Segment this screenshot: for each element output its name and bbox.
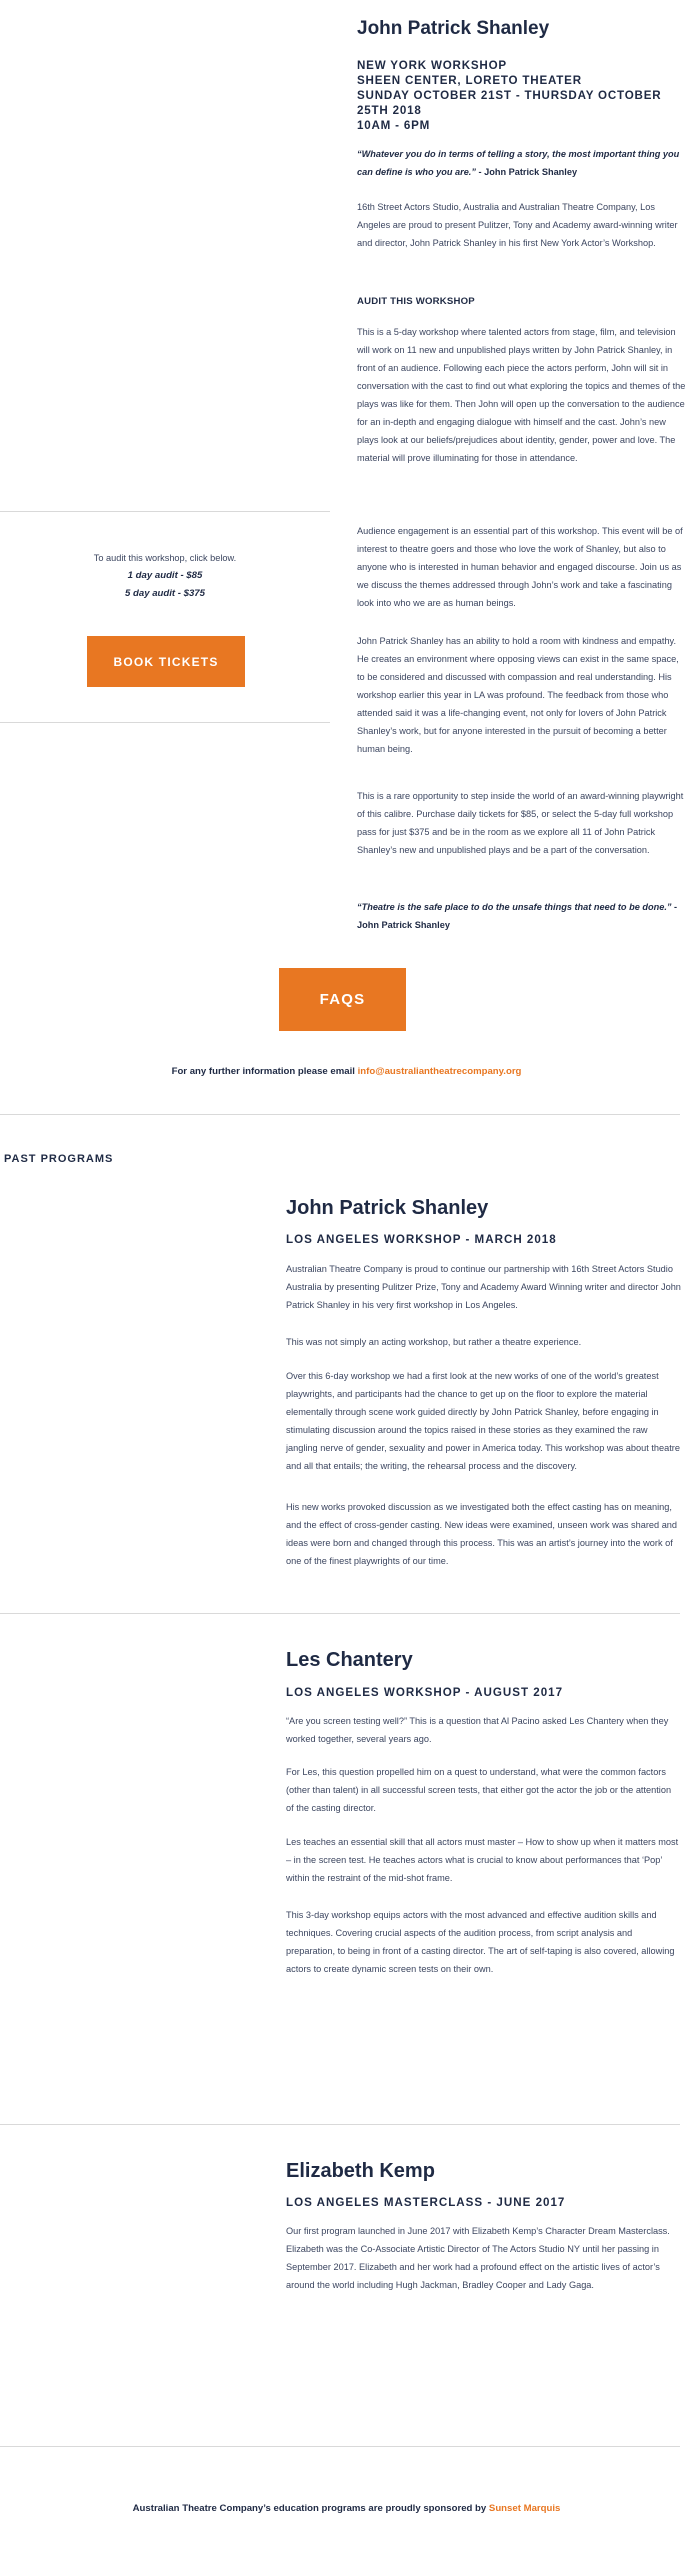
workshop-title: John Patrick Shanley xyxy=(357,18,550,39)
program-divider xyxy=(0,2446,680,2447)
contact-text: For any further information please email xyxy=(171,1066,358,1077)
quote-attribution: - John Patrick Shanley xyxy=(357,902,678,930)
quote-text: “Whatever you do in terms of telling a story, the most important thing you can define is who you are.” xyxy=(357,149,680,177)
contact-email-link[interactable]: info@australiantheatrecompany.org xyxy=(357,1066,522,1077)
workshop-details xyxy=(357,58,687,133)
program-paragraph: This 3-day workshop equips actors with the most advanced and effective audition skills and techniques. Covering crucial aspects of the audition process, from script analysis and preparation, to being in front of a casting director. The art of self-taping is also covered, allowing actors to create dynamic screen tests on their own. xyxy=(286,1910,675,1974)
ability-paragraph: John Patrick Shanley has an ability to hold a room with kindness and empathy. He creates an environment where opposing views can exist in the same space, to be considered and discussed with compassion and real understanding. His workshop earlier this year in LA was profound. The feedback from those who attended said it was a life-changing event, not only for lovers of John Patrick Shanley’s work, but for anyone interested in the pursuit of becoming a better human being. xyxy=(357,636,679,754)
book-tickets-button[interactable]: BOOK TICKETS xyxy=(87,636,245,687)
program-paragraph: Our first program launched in June 2017 with Elizabeth Kemp’s Character Dream Masterclass. Elizabeth was the Co-Associate Artistic Director of The Actors Studio NY until her passing in September 2017. Elizabeth and her work had a profound effect on the artistic lives of actor’s around the world including Hugh Jackman, Bradley Cooper and Lady Gaga. xyxy=(286,2226,670,2290)
workshop-quote-2 xyxy=(357,898,687,934)
past-programs-heading: PAST PROGRAMS xyxy=(4,1153,114,1165)
program-paragraph: Australian Theatre Company is proud to continue our partnership with 16th Street Actors Studio Australia by presenting Pulitzer Prize, Tony and Academy Award Winning writer and director John Patrick Shanley in his very first workshop in Los Angeles. xyxy=(286,1264,681,1310)
program-paragraph: “Are you screen testing well?” This is a question that Al Pacino asked Les Chantery when they worked together, several years ago. xyxy=(286,1716,669,1744)
audit-description: This is a 5-day workshop where talented actors from stage, film, and television will work on 11 new and unpublished plays written by John Patrick Shanley, in front of an audience. Following each piece the actors perform, John will sit in conversation with the cast to find out what exploring the topics and themes of the plays was like for them. Then John will open up the conversation to the audience for an in-depth and engaging dialogue with himself and the cast. John’s new plays look at our beliefs/prejudices about identity, gender, power and love. The material will prove illuminating for those in attendance. xyxy=(357,327,686,463)
program-paragraph: Les teaches an essential skill that all actors must master – How to show up when it matters most – in the screen test. He teaches actors what is crucial to know about performances that ‘Pop’ within the restraint of the mid-shot frame. xyxy=(286,1837,679,1883)
sponsor-link[interactable]: Sunset Marquis xyxy=(488,2503,561,2514)
audit-heading: AUDIT THIS WORKSHOP xyxy=(357,296,475,307)
program-title: Elizabeth Kemp xyxy=(286,2160,435,2182)
program-subtitle: LOS ANGELES MASTERCLASS - JUNE 2017 xyxy=(286,2196,566,2209)
audit-box-intro: To audit this workshop, click below. xyxy=(93,553,237,563)
audit-box xyxy=(0,549,330,603)
quote-attribution: - John Patrick Shanley xyxy=(475,167,578,177)
workshop-quote-1 xyxy=(357,145,687,181)
sponsor-line xyxy=(0,2503,693,2514)
workshop-time: 10AM - 6PM xyxy=(357,119,431,132)
workshop-dates: SUNDAY OCTOBER 21ST - THURSDAY OCTOBER xyxy=(357,89,662,102)
program-title: Les Chantery xyxy=(286,1649,413,1671)
program-paragraph: His new works provoked discussion as we investigated both the effect casting has on meaning, and the effect of cross-gender casting. New ideas were examined, unseen work was shared and ideas were born and changed through this process. This was an artist’s journey into the work of one of the finest playwrights of our time. xyxy=(286,1502,678,1566)
sponsor-text: Australian Theatre Company’s education programs are proudly sponsored by xyxy=(132,2503,489,2514)
engagement-paragraph: Audience engagement is an essential part of this workshop. This event will be of interest to theatre goers and those who love the work of Shanley, but also to anyone who is interested in human behavior and engaged discourse. Join us as we discuss the themes addressed through John’s work and take a fascinating look into who we are as human beings. xyxy=(357,526,683,608)
price-5-day: 5 day audit - $375 xyxy=(125,588,205,599)
audit-box-bottom-divider xyxy=(0,722,330,723)
section-divider xyxy=(0,1114,680,1115)
faqs-button[interactable]: FAQS xyxy=(279,968,406,1031)
audit-box-top-divider xyxy=(0,511,330,512)
program-paragraph: This was not simply an acting workshop, but rather a theatre experience. xyxy=(286,1337,582,1347)
program-subtitle: LOS ANGELES WORKSHOP - AUGUST 2017 xyxy=(286,1686,564,1699)
workshop-venue: SHEEN CENTER, LORETO THEATER xyxy=(357,74,582,87)
contact-line xyxy=(0,1066,693,1077)
workshop-intro: 16th Street Actors Studio, Australia and Australian Theatre Company, Los Angeles are proud to present Pulitzer, Tony and Academy award-winning writer and director, John Patrick Shanley in his first New York Actor’s Workshop. xyxy=(357,202,678,248)
program-title: John Patrick Shanley xyxy=(286,1197,489,1219)
program-divider xyxy=(0,1613,680,1614)
program-subtitle: LOS ANGELES WORKSHOP - MARCH 2018 xyxy=(286,1233,557,1246)
program-paragraph: Over this 6-day workshop we had a first look at the new works of one of the world’s greatest playwrights, and participants had the chance to get up on the floor to explore the material elementally through scene work guided directly by John Patrick Shanley, before engaging in stimulating discussion around the topics raised in these stories as they examined the raw jangling nerve of gender, sexuality and power in America today. This workshop was about theatre and all that entails; the writing, the rehearsal process and the discovery. xyxy=(286,1371,680,1471)
rare-opportunity-paragraph: This is a rare opportunity to step inside the world of an award-winning playwright of this calibre. Purchase daily tickets for $85, or select the 5-day full workshop pass for just $375 and be in the room as we explore all 11 of John Patrick Shanley’s new and unpublished plays and be a part of the conversation. xyxy=(357,791,684,855)
price-1-day: 1 day audit - $85 xyxy=(127,570,203,581)
workshop-dates-cont: 25TH 2018 xyxy=(357,104,422,117)
workshop-location: NEW YORK WORKSHOP xyxy=(357,59,507,72)
quote-text: “Theatre is the safe place to do the unsafe things that need to be done.” xyxy=(357,902,672,912)
program-paragraph: For Les, this question propelled him on a quest to understand, what were the common factors (other than talent) in all successful screen tests, that either got the actor the job or the attention of the casting director. xyxy=(286,1767,672,1813)
program-divider xyxy=(0,2124,680,2125)
